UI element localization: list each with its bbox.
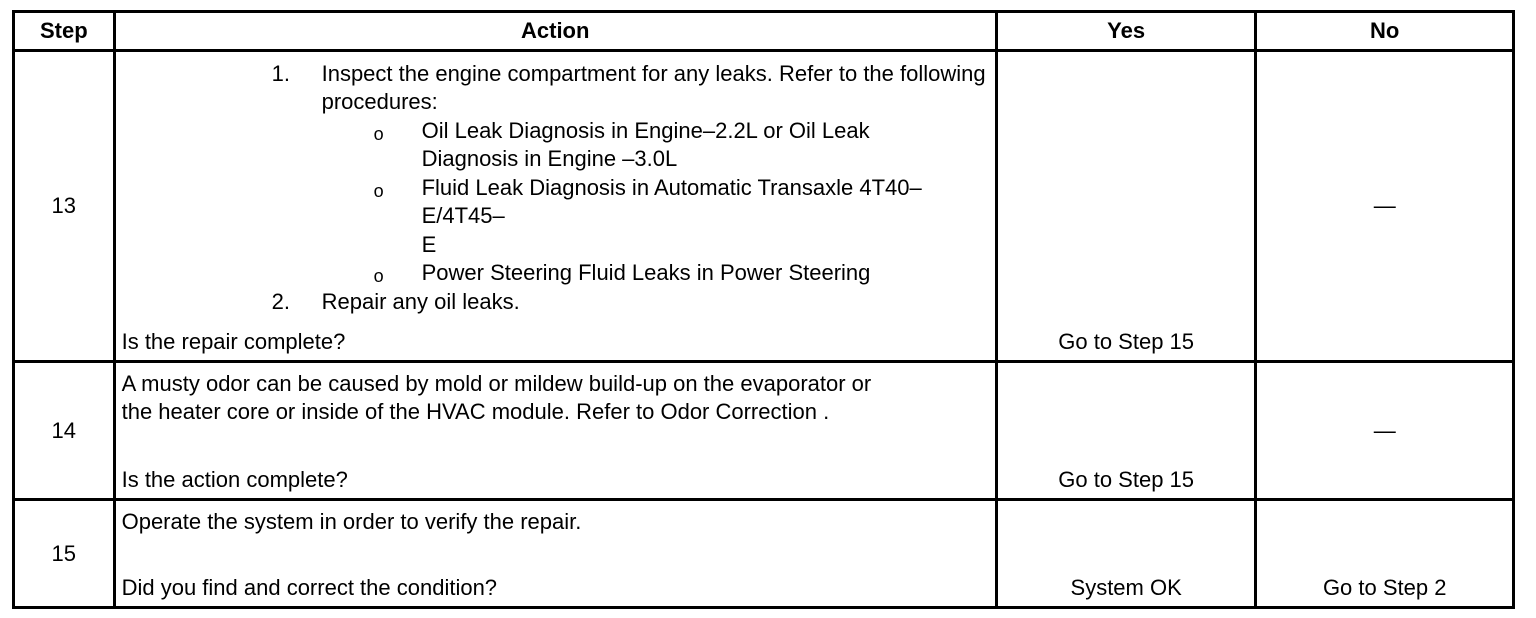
no-result (1256, 362, 1514, 500)
action-text: procedures: (321, 89, 438, 114)
no-value: — (1373, 193, 1396, 218)
list-number: 2. (271, 288, 290, 314)
bullet-icon: o (373, 266, 384, 286)
table-row (14, 51, 1514, 362)
table-row (14, 362, 1514, 500)
action-text: Inspect the engine compartment for any leaks. Refer to the following (321, 60, 986, 86)
action-text: Repair any oil leaks. (321, 288, 520, 314)
list-number: 1. (271, 60, 290, 86)
yes-result: System OK (1070, 575, 1182, 600)
header-step: Step (14, 12, 115, 51)
diagnostic-table (12, 10, 1515, 609)
yes-cell (996, 51, 1256, 362)
no-result (1256, 51, 1514, 362)
no-value: — (1373, 417, 1396, 443)
yes-result: Go to Step 15 (1058, 329, 1195, 354)
step-number: 14 (14, 362, 115, 500)
question-text: Did you find and correct the condition? (121, 575, 498, 600)
header-row (14, 12, 1514, 51)
yes-cell (996, 500, 1256, 608)
step-number: 13 (14, 51, 115, 362)
yes-result: Go to Step 15 (1058, 467, 1195, 492)
step-number: 15 (14, 500, 115, 608)
action-cell (114, 362, 996, 500)
action-text: A musty odor can be caused by mold or mildew build-up on the evaporator or (121, 370, 872, 396)
action-text: the heater core or inside of the HVAC module. Refer to Odor Correction . (121, 399, 830, 424)
procedure-link-text: Fluid Leak Diagnosis in Automatic Transaxle 4T40–E/4T45– (421, 174, 922, 228)
procedure-link-text: Diagnosis in Engine –3.0L (421, 146, 678, 171)
header-action: Action (114, 12, 996, 51)
procedure-link-text: Oil Leak Diagnosis in Engine–2.2L or Oil Leak (421, 117, 870, 143)
no-cell (1256, 500, 1514, 608)
action-cell (114, 500, 996, 608)
procedure-link-text: Power Steering Fluid Leaks in Power Steering (421, 260, 871, 285)
procedure-link-text: E (421, 231, 437, 257)
bullet-icon: o (373, 123, 384, 144)
yes-cell (996, 362, 1256, 500)
header-no: No (1256, 12, 1514, 51)
action-text: Operate the system in order to verify the repair. (121, 508, 582, 534)
header-yes: Yes (996, 12, 1256, 51)
table-row (14, 500, 1514, 608)
action-cell (114, 51, 996, 362)
no-result: Go to Step 2 (1322, 575, 1447, 600)
bullet-icon: o (373, 180, 384, 201)
question-text: Is the action complete? (121, 467, 348, 492)
question-text: Is the repair complete? (121, 329, 346, 354)
